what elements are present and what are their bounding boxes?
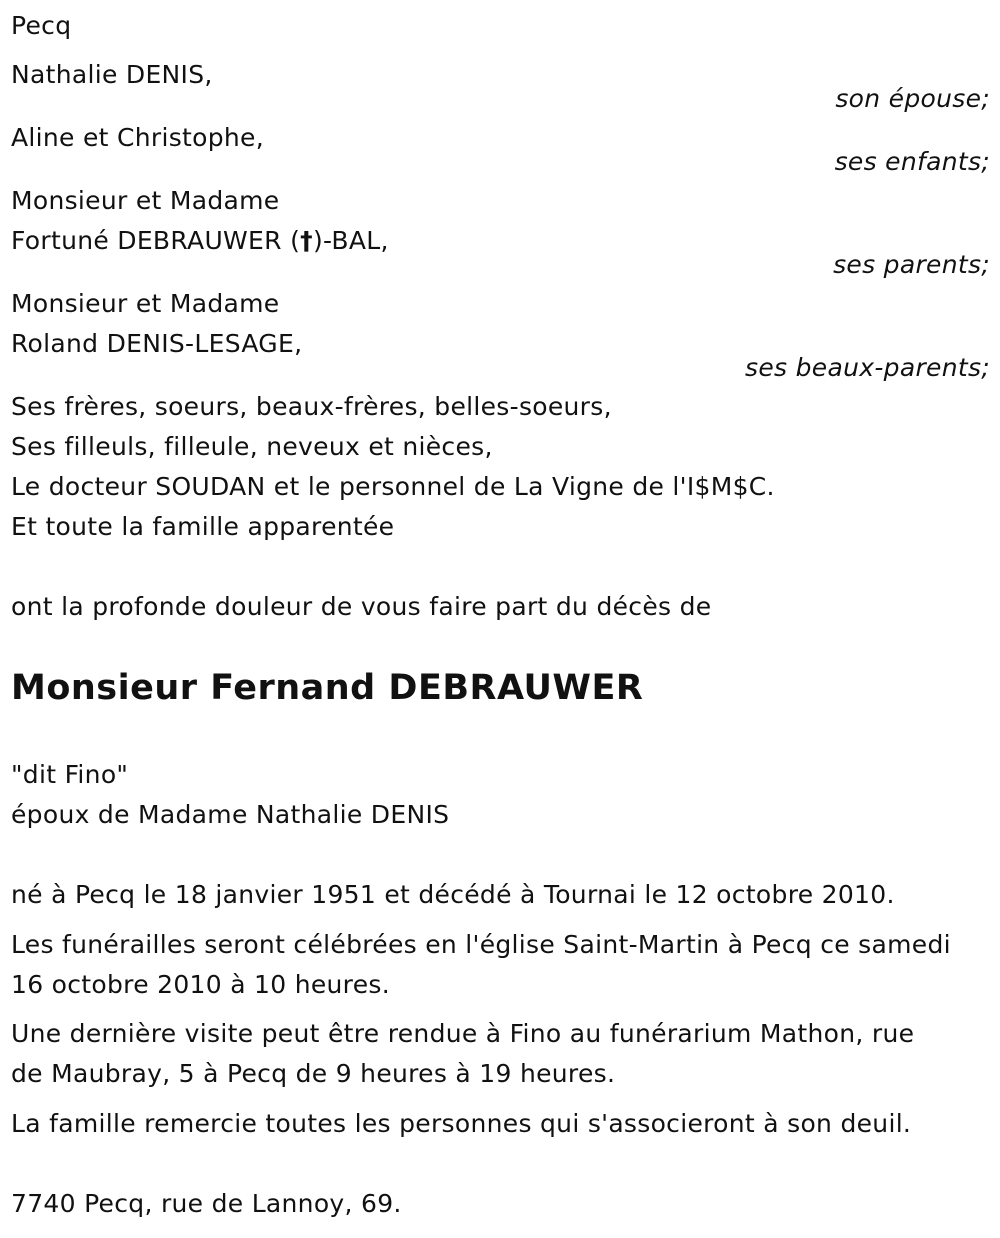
children-role: ses enfants; — [834, 147, 990, 176]
spouse-role: son épouse; — [835, 84, 990, 113]
parents-title: Monsieur et Madame — [11, 186, 280, 215]
visit-text: Une dernière visite peut être rendue à Fino au funérarium Mathon, rue — [11, 1019, 915, 1048]
visit-text: de Maubray, 5 à Pecq de 9 heures à 19 heures. — [11, 1059, 616, 1088]
deceased-spouse: époux de Madame Nathalie DENIS — [11, 800, 450, 829]
deceased-nickname: "dit Fino" — [11, 760, 129, 789]
thanks-text: La famille remercie toutes les personnes qui s'associeront à son deuil. — [11, 1109, 912, 1138]
announcement-text: ont la profonde douleur de vous faire part du décès de — [11, 592, 712, 621]
in-laws-title: Monsieur et Madame — [11, 289, 280, 318]
in-laws-role: ses beaux-parents; — [745, 353, 990, 382]
funeral-text: 16 octobre 2010 à 10 heures. — [11, 970, 390, 999]
in-laws-name: Roland DENIS-LESAGE, — [11, 329, 303, 358]
cross-icon: † — [300, 226, 313, 255]
parents-role: ses parents; — [833, 250, 990, 279]
address-text: 7740 Pecq, rue de Lannoy, 69. — [11, 1189, 402, 1218]
parents-name — [11, 226, 389, 256]
birth-death-text: né à Pecq le 18 janvier 1951 et décédé à Tournai le 12 octobre 2010. — [11, 880, 895, 909]
relatives-line: Ses frères, soeurs, beaux-frères, belles-soeurs, — [11, 392, 612, 421]
spouse-name: Nathalie DENIS, — [11, 60, 213, 89]
children-names: Aline et Christophe, — [11, 123, 264, 152]
relatives-line: Le docteur SOUDAN et le personnel de La Vigne de l'I$M$C. — [11, 472, 775, 501]
funeral-text: Les funérailles seront célébrées en l'église Saint-Martin à Pecq ce samedi — [11, 930, 951, 959]
deceased-name: Monsieur Fernand DEBRAUWER — [11, 668, 644, 708]
relatives-line: Ses filleuls, filleule, neveux et nièces, — [11, 432, 493, 461]
relatives-line: Et toute la famille apparentée — [11, 512, 395, 541]
parents-name-part1: Fortuné DEBRAUWER ( — [11, 226, 301, 255]
parents-name-part2: )-BAL, — [312, 226, 389, 255]
location-header: Pecq — [11, 11, 72, 40]
